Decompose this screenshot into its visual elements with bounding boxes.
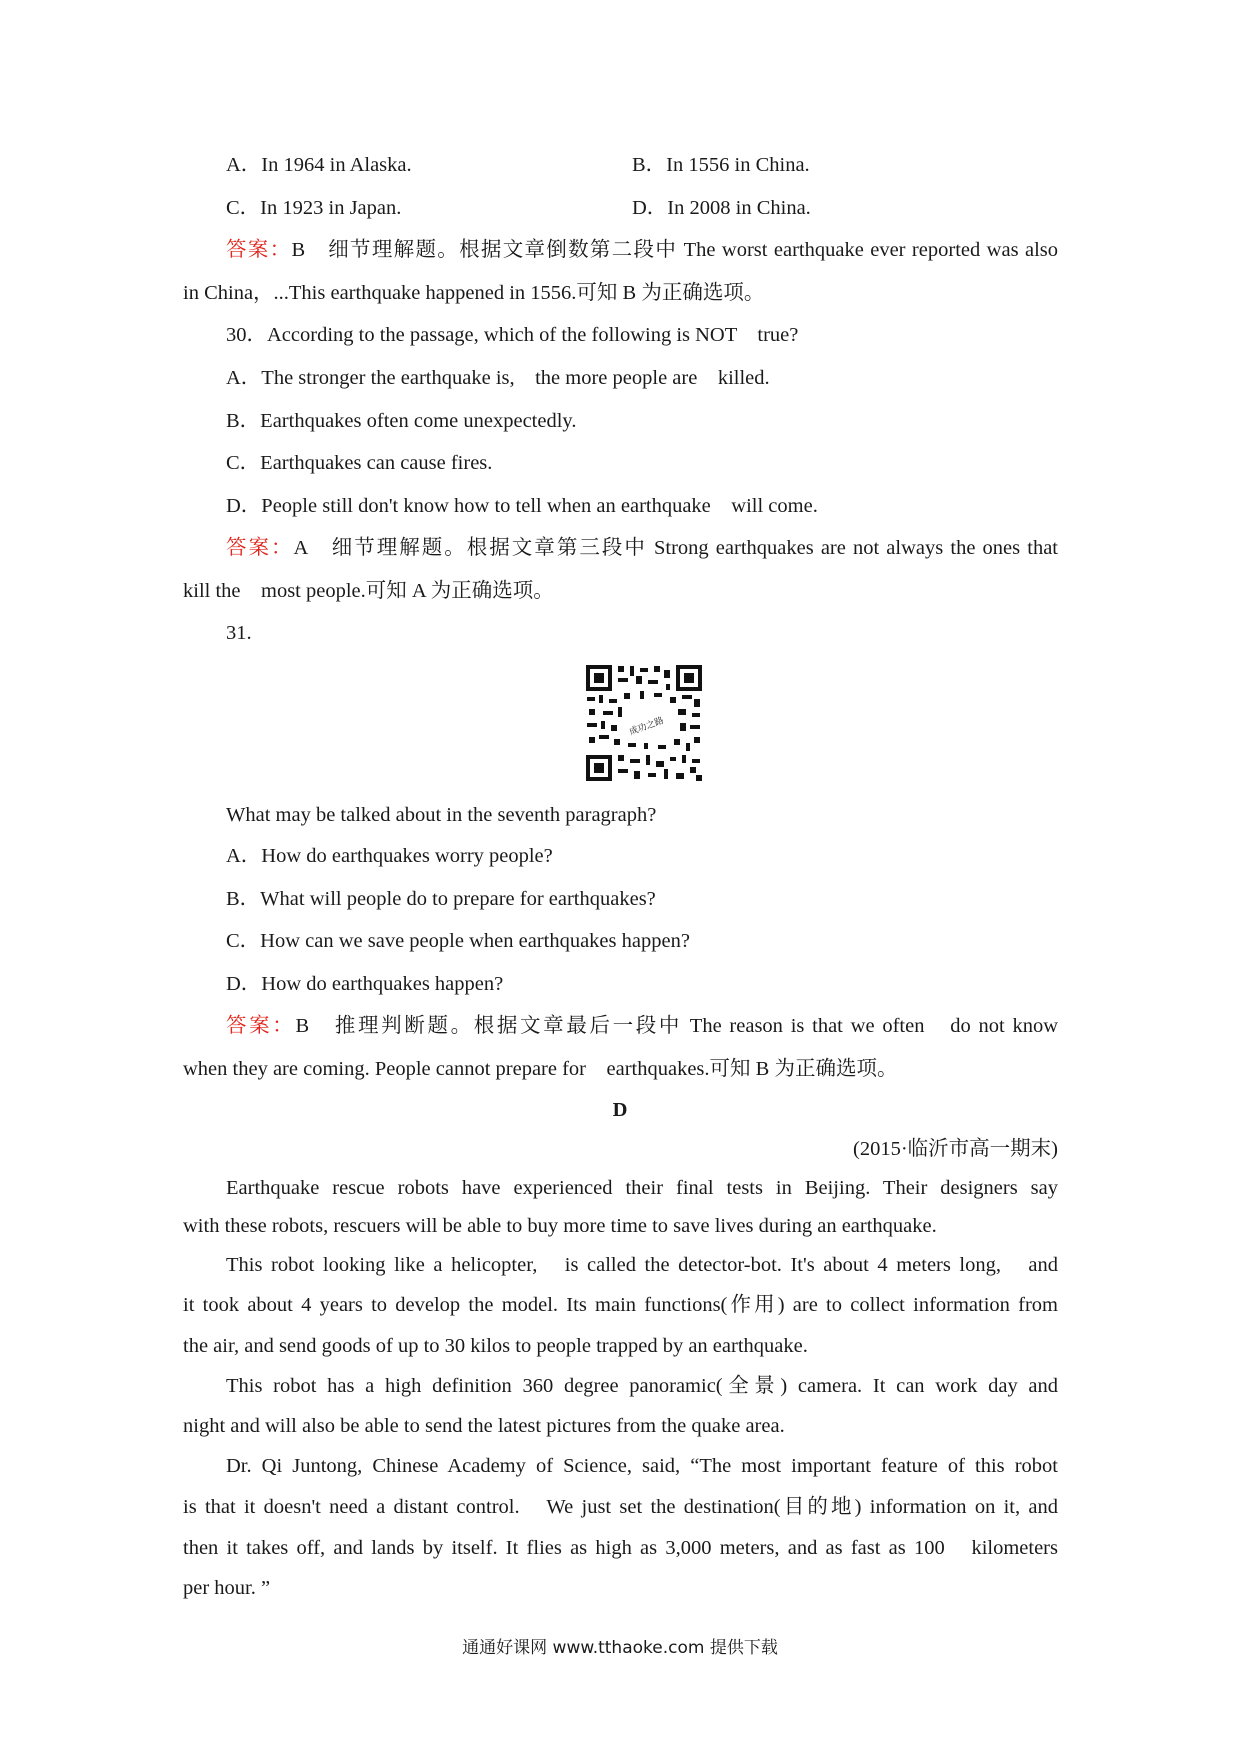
qr-code-image <box>584 663 704 783</box>
qr-logo-text: 成功之路 <box>628 716 666 738</box>
q30-option-b: B．Earthquakes often come unexpectedly. <box>226 410 577 432</box>
q30-stem: 30．According to the passage, which of the following is NOT true? <box>226 324 799 346</box>
q31-answer-line2: when they are coming. People cannot prepare for earthquakes.可知 B 为正确选项。 <box>183 1058 898 1080</box>
q31-option-b: B．What will people do to prepare for earthquakes? <box>226 888 656 910</box>
q30-answer-line2: kill the most people.可知 A 为正确选项。 <box>183 580 554 602</box>
answer-label: 答案： <box>226 1015 296 1037</box>
q31-option-c: C．How can we save people when earthquakes happen? <box>226 930 690 952</box>
passage-p1-line1: Earthquake rescue robots have experienced their final tests in Beijing. Their designers say <box>226 1177 1058 1199</box>
q31-answer-line1: 答案：B 推理判断题。根据文章最后一段中 The reason is that we often do not know <box>226 1015 1059 1037</box>
passage-p2-line1: This robot looking like a helicopter, is called the detector-bot. It's about 4 meters long, and <box>226 1254 1058 1276</box>
q30-answer-line1: 答案：A 细节理解题。根据文章第三段中 Strong earthquakes are not always the ones that <box>226 537 1059 559</box>
passage-p4-line3: then it takes off, and lands by itself. It flies as high as 3,000 meters, and as fast as 100 kilometers <box>183 1537 1058 1559</box>
passage-p4-line2: is that it doesn't need a distant control. We just set the destination(目的地) information on it, and <box>183 1496 1058 1518</box>
answer-label: 答案： <box>226 239 292 261</box>
answer-label: 答案： <box>226 537 294 559</box>
q30-option-d: D．People still don't know how to tell when an earthquake will come. <box>226 495 818 517</box>
passage-p1-line2: with these robots, rescuers will be able to buy more time to save lives during an earthquake. <box>183 1215 937 1237</box>
q31-stem: What may be talked about in the seventh paragraph? <box>226 804 657 826</box>
q29-option-b: B．In 1556 in China. <box>632 154 810 176</box>
page-footer: 通通好课网 www.tthaoke.com 提供下载 <box>462 1638 778 1658</box>
q31-option-a: A．How do earthquakes worry people? <box>226 845 553 867</box>
passage-p3-line1: This robot has a high definition 360 degree panoramic(全景) camera. It can work day and <box>226 1375 1058 1397</box>
passage-p2-line2: it took about 4 years to develop the model. Its main functions(作用) are to collect information from <box>183 1294 1058 1316</box>
section-source: (2015·临沂市高一期末) <box>853 1138 1058 1160</box>
passage-p2-line3: the air, and send goods of up to 30 kilos to people trapped by an earthquake. <box>183 1335 808 1357</box>
passage-p4-line1: Dr. Qi Juntong, Chinese Academy of Science, said, “The most important feature of this robot <box>226 1455 1058 1477</box>
section-heading: D <box>612 1099 628 1121</box>
passage-p3-line2: night and will also be able to send the latest pictures from the quake area. <box>183 1415 785 1437</box>
q30-option-a: A．The stronger the earthquake is, the more people are killed. <box>226 367 770 389</box>
q31-number: 31. <box>226 622 252 644</box>
q29-option-c: C．In 1923 in Japan. <box>226 197 402 219</box>
q30-option-c: C．Earthquakes can cause fires. <box>226 452 493 474</box>
q29-answer-line1: 答案：B 细节理解题。根据文章倒数第二段中 The worst earthquake ever reported was also <box>226 239 1059 261</box>
q29-option-a: A．In 1964 in Alaska. <box>226 154 412 176</box>
passage-p4-line4: per hour. ” <box>183 1577 271 1599</box>
q29-answer-line2: in China，...This earthquake happened in 1556.可知 B 为正确选项。 <box>183 282 765 304</box>
q31-option-d: D．How do earthquakes happen? <box>226 973 504 995</box>
q29-option-d: D．In 2008 in China. <box>632 197 811 219</box>
